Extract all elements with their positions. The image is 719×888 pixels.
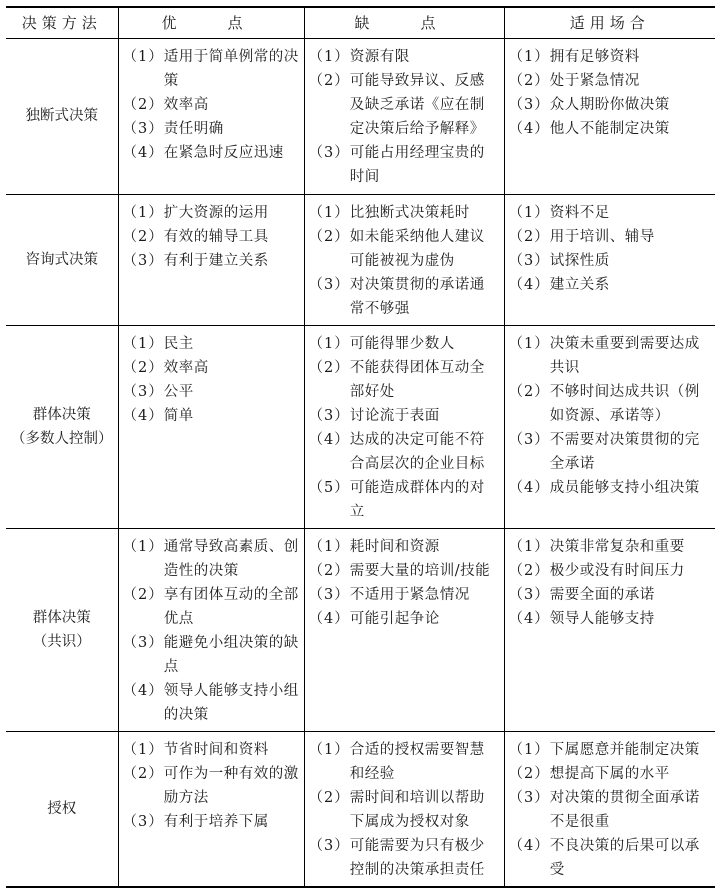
list-item [123,762,300,810]
item-text: 需要大量的培训/技能 [349,562,491,579]
method-cell [6,38,118,194]
list-item [123,738,300,762]
cons-cell [304,194,504,325]
uses-cell [504,528,715,731]
item-text: 试探性质 [549,252,610,269]
pros-cell [118,194,304,325]
list-item [509,117,712,141]
item-number: （1） [122,335,164,352]
list-item [509,786,712,834]
list-item [509,607,712,631]
item-number: （4） [508,479,550,496]
item-number: （3） [508,96,550,113]
list-item [509,273,712,297]
item-number: （2） [308,228,350,245]
item-text: 不能获得团体互动全部好处 [349,359,485,400]
item-number: （2） [508,383,550,400]
table-body [6,38,715,887]
item-text: 需时间和培训以帮助下属成为授权对象 [349,789,485,830]
item-number: （2） [508,72,550,89]
list-item [123,225,300,249]
item-number: （3） [308,407,350,424]
item-number: （4） [122,144,164,161]
item-number: （1） [508,204,550,221]
item-number: （2） [122,586,164,603]
list-item [123,380,300,404]
list-item [509,583,712,607]
header-uses: 适用场合 [504,7,715,38]
list-item [509,559,712,583]
item-text: 在紧急时反应迅速 [163,144,284,161]
item-number: （2） [122,765,164,782]
list-item [309,834,500,882]
item-text: 可作为一种有效的激励方法 [163,765,299,806]
pros-cell [118,528,304,731]
item-text: 适用于简单例常的决策 [163,48,299,89]
item-number: （3） [308,144,350,161]
item-text: 合适的授权需要智慧和经验 [349,741,485,782]
item-number: （2） [122,228,164,245]
list-item [309,69,500,141]
item-number: （2） [308,789,350,806]
item-text: 讨论流于表面 [349,407,440,424]
item-text: 公平 [163,383,194,400]
item-text: 可能得罪少数人 [349,335,455,352]
list-item [123,810,300,834]
list-item [309,141,500,189]
method-name: （共识） [32,633,91,650]
list-item [509,738,712,762]
item-text: 不够时间达成共识（例如资源、承诺等） [549,383,700,424]
item-number: （3） [308,837,350,854]
item-text: 他人不能制定决策 [549,120,670,137]
list-item [123,249,300,273]
list-item [123,356,300,380]
item-number: （5） [308,479,350,496]
item-text: 对决策的贯彻全面承诺不是很重 [549,789,700,830]
item-number: （2） [122,96,164,113]
item-number: （3） [508,586,550,603]
item-number: （2） [308,562,350,579]
item-number: （3） [508,252,550,269]
list-item [509,762,712,786]
item-text: 资料不足 [549,204,610,221]
item-number: （3） [122,252,164,269]
list-item [309,738,500,786]
list-item [309,45,500,69]
list-item [309,404,500,428]
list-item [509,93,712,117]
item-text: 能避免小组决策的缺点 [163,634,299,675]
list-item [123,45,300,93]
pros-cell [118,325,304,528]
item-text: 可能引起争论 [349,610,440,627]
item-text: 下属愿意并能制定决策 [549,741,700,758]
item-text: 领导人能够支持小组的决策 [163,682,299,723]
item-text: 决策未重要到需要达成共识 [549,335,700,376]
method-name: 群体决策 [32,609,91,626]
list-item [509,249,712,273]
item-text: 责任明确 [163,120,224,137]
list-item [123,404,300,428]
item-number: （3） [122,383,164,400]
item-number: （3） [122,634,164,651]
list-item [509,332,712,380]
item-number: （3） [308,586,350,603]
method-cell [6,194,118,325]
list-item [309,356,500,404]
item-text: 享有团体互动的全部优点 [163,586,299,627]
method-name: 群体决策 [32,406,91,423]
table-row [6,38,715,194]
list-item [309,786,500,834]
item-number: （2） [508,765,550,782]
list-item [509,535,712,559]
item-text: 达成的决定可能不符合高层次的企业目标 [349,431,485,472]
item-text: 效率高 [163,359,209,376]
method-name: 咨询式决策 [25,251,98,268]
item-number: （4） [508,120,550,137]
uses-cell [504,731,715,887]
item-number: （3） [508,431,550,448]
item-number: （1） [308,538,350,555]
item-text: 建立关系 [549,276,610,293]
item-number: （4） [308,610,350,627]
list-item [123,141,300,165]
item-text: 领导人能够支持 [549,610,655,627]
cons-cell [304,38,504,194]
list-item [309,476,500,524]
list-item [123,535,300,583]
item-number: （3） [122,813,164,830]
item-number: （1） [308,741,350,758]
item-number: （2） [308,72,350,89]
list-item [309,535,500,559]
item-text: 对决策贯彻的承诺通常不够强 [349,276,485,317]
item-number: （4） [508,610,550,627]
item-number: （1） [308,335,350,352]
list-item [509,476,712,500]
item-text: 效率高 [163,96,209,113]
item-number: （2） [508,228,550,245]
header-cons: 缺 点 [304,7,504,38]
list-item [309,332,500,356]
item-text: 决策非常复杂和重要 [549,538,685,555]
method-cell [6,325,118,528]
list-item [123,201,300,225]
uses-cell [504,194,715,325]
list-item [309,428,500,476]
item-number: （1） [508,538,550,555]
item-text: 耗时间和资源 [349,538,440,555]
method-name: （多数人控制） [11,430,113,447]
uses-cell [504,38,715,194]
list-item [309,273,500,321]
item-text: 不良决策的后果可以承受 [549,837,700,878]
item-text: 资源有限 [349,48,410,65]
item-number: （1） [308,204,350,221]
item-number: （1） [508,335,550,352]
item-text: 想提高下属的水平 [549,765,670,782]
item-text: 有利于建立关系 [163,252,269,269]
method-name: 授权 [47,800,77,817]
table-row [6,194,715,325]
list-item [309,201,500,225]
item-text: 节省时间和资料 [163,741,269,758]
item-number: （4） [508,837,550,854]
item-text: 不适用于紧急情况 [349,586,470,603]
list-item [123,679,300,727]
item-text: 民主 [163,335,194,352]
table-row [6,325,715,528]
method-cell [6,528,118,731]
item-text: 通常导致高素质、创造性的决策 [163,538,299,579]
table-row [6,731,715,887]
item-text: 简单 [163,407,194,424]
item-text: 处于紧急情况 [549,72,640,89]
item-number: （3） [122,120,164,137]
item-text: 如未能采纳他人建议可能被视为虚伪 [349,228,485,269]
list-item [309,225,500,273]
cons-cell [304,528,504,731]
list-item [309,559,500,583]
item-number: （1） [308,48,350,65]
item-text: 可能造成群体内的对立 [349,479,485,520]
item-number: （4） [308,431,350,448]
item-number: （1） [122,204,164,221]
item-text: 有利于培养下属 [163,813,269,830]
item-text: 成员能够支持小组决策 [549,479,700,496]
item-text: 扩大资源的运用 [163,204,269,221]
header-method: 决策方法 [6,7,118,38]
list-item [123,631,300,679]
item-number: （2） [308,359,350,376]
list-item [123,117,300,141]
item-text: 有效的辅导工具 [163,228,269,245]
table-header-row [6,7,715,38]
list-item [309,607,500,631]
list-item [509,834,712,882]
uses-cell [504,325,715,528]
header-pros: 优 点 [118,7,304,38]
list-item [309,583,500,607]
item-number: （1） [508,48,550,65]
item-text: 极少或没有时间压力 [549,562,685,579]
item-number: （4） [122,682,164,699]
item-number: （1） [508,741,550,758]
item-number: （2） [122,359,164,376]
item-text: 众人期盼你做决策 [549,96,670,113]
item-text: 可能占用经理宝贵的时间 [349,144,485,185]
pros-cell [118,731,304,887]
item-text: 用于培训、辅导 [549,228,655,245]
list-item [123,93,300,117]
cons-cell [304,325,504,528]
item-text: 可能导致异议、反感及缺乏承诺《应在制定决策后给予解释》 [349,72,485,137]
list-item [509,428,712,476]
item-text: 不需要对决策贯彻的完全承诺 [549,431,700,472]
list-item [509,201,712,225]
item-text: 比独断式决策耗时 [349,204,470,221]
cons-cell [304,731,504,887]
list-item [509,380,712,428]
item-number: （3） [508,789,550,806]
item-text: 可能需要为只有极少控制的决策承担责任 [349,837,485,878]
table-row [6,528,715,731]
item-number: （1） [122,48,164,65]
item-number: （4） [122,407,164,424]
decision-methods-table [6,6,715,888]
item-text: 需要全面的承诺 [549,586,655,603]
item-number: （1） [122,741,164,758]
item-number: （1） [122,538,164,555]
item-number: （4） [508,276,550,293]
list-item [123,332,300,356]
list-item [509,69,712,93]
list-item [509,225,712,249]
pros-cell [118,38,304,194]
list-item [509,45,712,69]
item-text: 拥有足够资料 [549,48,640,65]
method-cell [6,731,118,887]
item-number: （2） [508,562,550,579]
method-name: 独断式决策 [25,108,98,124]
item-number: （3） [308,276,350,293]
list-item [123,583,300,631]
